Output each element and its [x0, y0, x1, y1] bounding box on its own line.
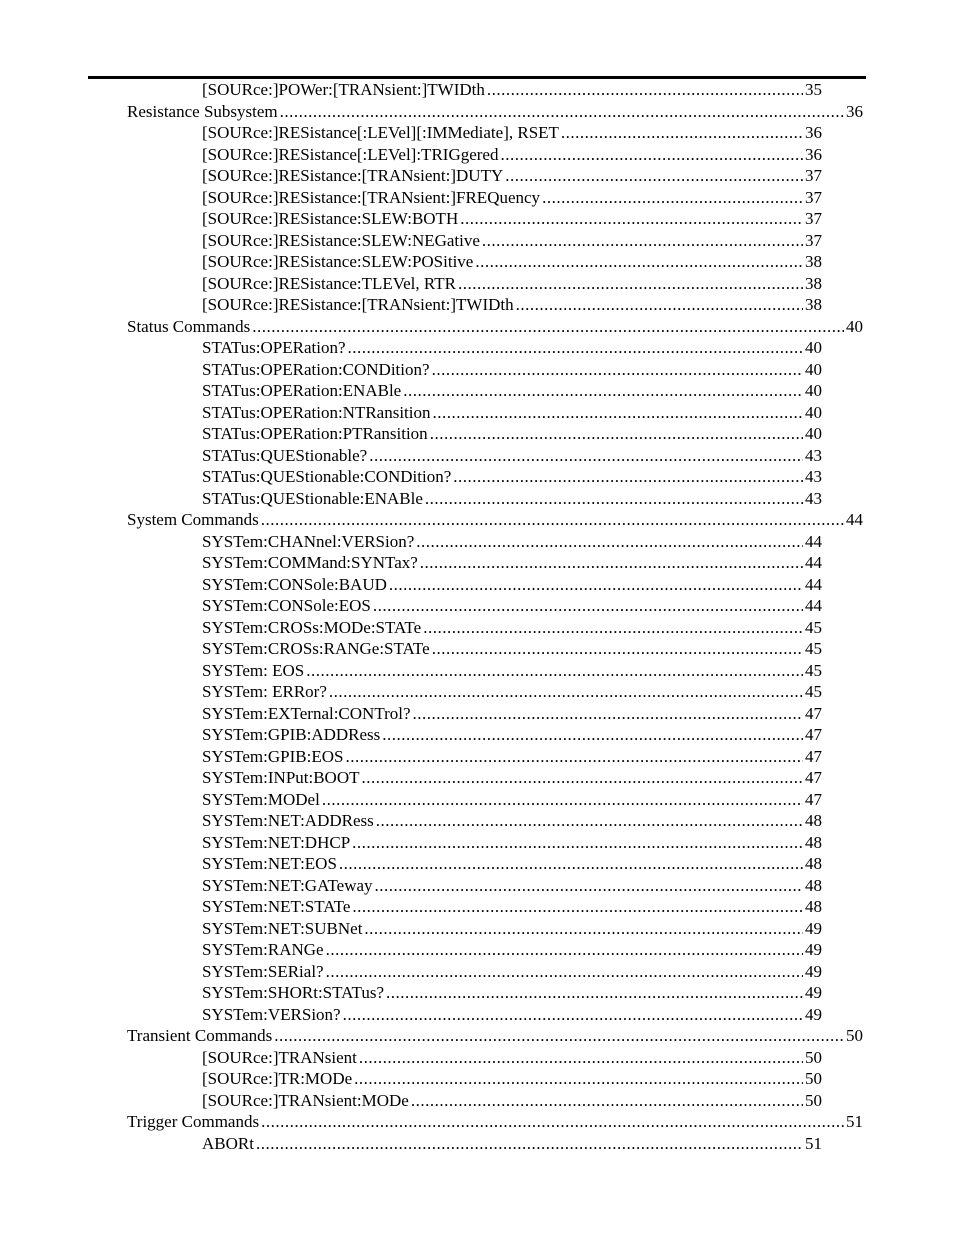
toc-subsection-entry[interactable] — [0, 982, 822, 1004]
toc-dot-leader — [345, 746, 803, 768]
toc-dot-leader — [505, 165, 803, 187]
toc-page-number: 37 — [805, 230, 822, 250]
toc-dot-leader — [475, 251, 803, 273]
toc-entry-title: [SOURce:]RESistance:TLEVel, RTR — [202, 273, 456, 293]
toc-subsection-entry[interactable] — [0, 423, 822, 445]
toc-page-number: 36 — [805, 144, 822, 164]
toc-dot-leader — [306, 660, 803, 682]
toc-page-number: 45 — [805, 617, 822, 637]
toc-entry-title: [SOURce:]RESistance[:LEVel][:IMMediate], RSET — [202, 123, 559, 142]
toc-page-number: 40 — [805, 359, 822, 379]
toc-subsection-entry[interactable] — [0, 961, 822, 983]
toc-dot-leader — [403, 380, 803, 402]
toc-dot-leader — [386, 982, 803, 1004]
toc-subsection-entry[interactable] — [0, 1004, 822, 1026]
toc-dot-leader — [352, 832, 803, 854]
toc-entry-title: [SOURce:]TRANsient — [202, 1047, 357, 1067]
toc-entry-title: SYSTem:CROSs:RANGe:STATe — [202, 639, 430, 658]
toc-page-number: 45 — [805, 682, 822, 701]
toc-entry-title: SYSTem:RANGe — [202, 940, 324, 959]
toc-entry-title: STATus:OPERation:NTRansition — [202, 402, 431, 422]
toc-entry-title: System Commands — [127, 510, 259, 529]
toc-dot-leader — [354, 1068, 803, 1090]
toc-entry-title: SYSTem:NET:SUBNet — [202, 918, 363, 938]
toc-entry-title: [SOURce:]RESistance:SLEW:POSitive — [202, 252, 474, 271]
toc-dot-leader — [252, 316, 844, 338]
toc-page-number: 44 — [805, 553, 822, 572]
toc-dot-leader — [420, 552, 803, 574]
toc-entry-title: [SOURce:]TRANsient:MODe — [202, 1090, 409, 1110]
toc-page-number: 37 — [805, 209, 822, 228]
toc-subsection-entry[interactable] — [0, 595, 822, 617]
toc-entry-title: [SOURce:]RESistance:SLEW:NEGative — [202, 230, 480, 250]
toc-dot-leader — [430, 423, 803, 445]
toc-page-number: 51 — [846, 1112, 863, 1131]
toc-dot-leader — [516, 294, 803, 316]
toc-subsection-entry[interactable] — [0, 918, 822, 940]
toc-subsection-entry[interactable] — [0, 122, 822, 144]
toc-dot-leader — [329, 681, 803, 703]
toc-subsection-entry[interactable] — [0, 531, 822, 553]
toc-section-entry[interactable] — [0, 316, 863, 338]
toc-subsection-entry[interactable] — [0, 703, 822, 725]
toc-page-number: 40 — [846, 316, 863, 336]
toc-page-number: 38 — [805, 252, 822, 271]
toc-entry-title: SYSTem:SERial? — [202, 961, 324, 981]
toc-entry-title: SYSTem:NET:GATeway — [202, 875, 373, 895]
toc-entry-title: [SOURce:]RESistance:[TRANsient:]FREQuency — [202, 187, 541, 207]
toc-subsection-entry[interactable] — [0, 638, 822, 660]
toc-dot-leader — [432, 359, 803, 381]
toc-dot-leader — [364, 918, 803, 940]
toc-dot-leader — [432, 638, 803, 660]
toc-dot-leader — [359, 1047, 803, 1069]
toc-entry-title: SYSTem:INPut:BOOT — [202, 768, 360, 787]
toc-page-number: 37 — [805, 187, 822, 207]
toc-page-number: 51 — [805, 1133, 822, 1153]
toc-page-number: 44 — [805, 596, 822, 615]
toc-page-number: 50 — [846, 1026, 863, 1045]
toc-page-number: 50 — [805, 1090, 822, 1110]
toc-dot-leader — [375, 875, 803, 897]
toc-page-number: 48 — [805, 832, 822, 852]
toc-subsection-entry[interactable] — [0, 789, 822, 811]
toc-subsection-entry[interactable] — [0, 574, 822, 596]
toc-entry-title: STATus:OPERation:ENABle — [202, 381, 402, 400]
toc-subsection-entry[interactable] — [0, 445, 822, 467]
toc-entry-title: [SOURce:]RESistance:[TRANsient:]TWIDth — [202, 295, 514, 314]
toc-entry-title: [SOURce:]RESistance:SLEW:BOTH — [202, 209, 459, 228]
toc-dot-leader — [326, 939, 803, 961]
toc-entry-title: SYSTem:MODel — [202, 789, 320, 809]
toc-dot-leader — [425, 488, 803, 510]
toc-entry-title: SYSTem:NET:EOS — [202, 854, 337, 873]
toc-dot-leader — [500, 144, 803, 166]
toc-dot-leader — [382, 724, 803, 746]
toc-section-entry[interactable] — [0, 1025, 863, 1047]
toc-entry-title: STATus:OPERation? — [202, 338, 346, 357]
toc-subsection-entry[interactable] — [0, 1068, 822, 1090]
toc-page-number: 45 — [805, 660, 822, 680]
toc-subsection-entry[interactable] — [0, 746, 822, 768]
toc-dot-leader — [376, 810, 803, 832]
toc-page-number: 47 — [805, 789, 822, 809]
toc-section-entry[interactable] — [0, 509, 863, 531]
toc-entry-title: SYSTem:CHANnel:VERSion? — [202, 531, 415, 551]
toc-page-number: 47 — [805, 768, 822, 787]
toc-entry-title: SYSTem: EOS — [202, 660, 305, 680]
toc-dot-leader — [542, 187, 803, 209]
toc-page-number: 43 — [805, 488, 822, 508]
toc-page-number: 43 — [805, 467, 822, 486]
toc-subsection-entry[interactable] — [0, 832, 822, 854]
toc-subsection-entry[interactable] — [0, 466, 822, 488]
toc-dot-leader — [433, 402, 804, 424]
toc-page-number: 49 — [805, 961, 822, 981]
toc-subsection-entry[interactable] — [0, 617, 822, 639]
toc-dot-leader — [453, 466, 803, 488]
toc-page-number: 49 — [805, 940, 822, 959]
toc-entry-title: SYSTem:GPIB:ADDRess — [202, 725, 381, 744]
toc-page-number: 50 — [805, 1069, 822, 1088]
toc-subsection-entry[interactable] — [0, 144, 822, 166]
toc-subsection-entry[interactable] — [0, 875, 822, 897]
toc-entry-title: SYSTem:EXTernal:CONTrol? — [202, 703, 411, 723]
toc-entry-title: STATus:QUEStionable:CONDition? — [202, 467, 452, 486]
toc-page-number: 48 — [805, 875, 822, 895]
toc-entry-title: STATus:QUEStionable:ENABle — [202, 488, 423, 508]
toc-subsection-entry[interactable] — [0, 337, 822, 359]
toc-page-number: 40 — [805, 402, 822, 422]
toc-dot-leader — [416, 531, 803, 553]
toc-subsection-entry[interactable] — [0, 767, 822, 789]
toc-page-number: 38 — [805, 295, 822, 314]
toc-entry-title: SYSTem:NET:ADDRess — [202, 811, 374, 830]
toc-entry-title: Resistance Subsystem — [127, 101, 278, 121]
toc-dot-leader — [322, 789, 803, 811]
toc-page-number: 40 — [805, 381, 822, 400]
toc-subsection-entry[interactable] — [0, 810, 822, 832]
toc-dot-leader — [389, 574, 803, 596]
toc-page-number: 49 — [805, 918, 822, 938]
toc-entry-title: Status Commands — [127, 316, 251, 336]
toc-dot-leader — [373, 595, 803, 617]
toc-entry-title: SYSTem: ERRor? — [202, 682, 327, 701]
toc-subsection-entry[interactable] — [0, 853, 822, 875]
toc-subsection-entry[interactable] — [0, 359, 822, 381]
toc-subsection-entry[interactable] — [0, 294, 822, 316]
toc-entry-title: SYSTem:CONSole:EOS — [202, 596, 371, 615]
toc-dot-leader — [348, 337, 804, 359]
toc-dot-leader — [413, 703, 803, 725]
toc-subsection-entry[interactable] — [0, 208, 822, 230]
toc-subsection-entry[interactable] — [0, 402, 822, 424]
toc-entry-title: Transient Commands — [127, 1026, 273, 1045]
toc-subsection-entry[interactable] — [0, 552, 822, 574]
toc-subsection-entry[interactable] — [0, 165, 822, 187]
toc-dot-leader — [369, 445, 803, 467]
toc-page-number: 50 — [805, 1047, 822, 1067]
toc-entry-title: SYSTem:GPIB:EOS — [202, 746, 344, 766]
toc-page-number: 37 — [805, 166, 822, 185]
toc-page-number: 44 — [805, 531, 822, 551]
toc-subsection-entry[interactable] — [0, 896, 822, 918]
toc-dot-leader — [487, 79, 803, 101]
toc-dot-leader — [326, 961, 803, 983]
toc-dot-leader — [460, 208, 803, 230]
toc-page-number: 35 — [805, 80, 822, 99]
toc-section-entry[interactable] — [0, 101, 863, 123]
toc-dot-leader — [362, 767, 804, 789]
toc-dot-leader — [458, 273, 803, 295]
toc-page-number: 44 — [805, 574, 822, 594]
toc-dot-leader — [482, 230, 803, 252]
toc-dot-leader — [343, 1004, 803, 1026]
toc-dot-leader — [256, 1133, 803, 1155]
toc-page-number: 48 — [805, 811, 822, 830]
toc-dot-leader — [280, 101, 844, 123]
toc-subsection-entry[interactable] — [0, 273, 822, 295]
toc-page-number: 48 — [805, 854, 822, 873]
toc-subsection-entry[interactable] — [0, 939, 822, 961]
toc-entry-title: SYSTem:SHORt:STATus? — [202, 983, 384, 1002]
toc-page-number: 44 — [846, 510, 863, 529]
toc-entry-title: SYSTem:VERSion? — [202, 1004, 341, 1024]
toc-subsection-entry[interactable] — [0, 187, 822, 209]
toc-entry-title: [SOURce:]RESistance[:LEVel]:TRIGgered — [202, 144, 499, 164]
toc-page-number: 36 — [846, 101, 863, 121]
toc-page-number: 48 — [805, 897, 822, 916]
toc-subsection-entry[interactable] — [0, 230, 822, 252]
toc-subsection-entry[interactable] — [0, 1133, 822, 1155]
toc-page-number: 40 — [805, 338, 822, 357]
toc-entry-title: SYSTem:CROSs:MODe:STATe — [202, 617, 422, 637]
toc-entry-title: [SOURce:]POWer:[TRANsient:]TWIDth — [202, 80, 485, 99]
toc-subsection-entry[interactable] — [0, 488, 822, 510]
toc-dot-leader — [423, 617, 803, 639]
toc-subsection-entry[interactable] — [0, 681, 822, 703]
toc-subsection-entry[interactable] — [0, 1047, 822, 1069]
toc-entry-title: STATus:OPERation:CONDition? — [202, 359, 430, 379]
toc-page-number: 47 — [805, 725, 822, 744]
toc-page-number: 45 — [805, 639, 822, 658]
toc-dot-leader — [411, 1090, 803, 1112]
toc-subsection-entry[interactable] — [0, 1090, 822, 1112]
toc-page-number: 36 — [805, 123, 822, 142]
toc-entry-title: SYSTem:CONSole:BAUD — [202, 574, 387, 594]
toc-dot-leader — [261, 509, 844, 531]
toc-page-number: 43 — [805, 445, 822, 465]
toc-dot-leader — [261, 1111, 844, 1133]
toc-subsection-entry[interactable] — [0, 724, 822, 746]
toc-dot-leader — [339, 853, 803, 875]
toc-entry-title: Trigger Commands — [127, 1112, 260, 1131]
toc-entry-title: STATus:QUEStionable? — [202, 445, 368, 465]
toc-subsection-entry[interactable] — [0, 660, 822, 682]
toc-page-number: 38 — [805, 273, 822, 293]
toc-entry-title: [SOURce:]RESistance:[TRANsient:]DUTY — [202, 166, 504, 185]
toc-entry-title: [SOURce:]TR:MODe — [202, 1069, 353, 1088]
toc-subsection-entry[interactable] — [0, 251, 822, 273]
toc-page-number: 47 — [805, 746, 822, 766]
toc-entry-title: ABORt — [202, 1133, 254, 1153]
toc-dot-leader — [274, 1025, 844, 1047]
toc-page-number: 47 — [805, 703, 822, 723]
table-of-contents — [0, 79, 954, 1154]
toc-entry-title: STATus:OPERation:PTRansition — [202, 424, 428, 443]
toc-section-entry[interactable] — [0, 1111, 863, 1133]
toc-page-number: 49 — [805, 1004, 822, 1024]
toc-dot-leader — [561, 122, 803, 144]
toc-page-number: 40 — [805, 424, 822, 443]
toc-subsection-entry[interactable] — [0, 79, 822, 101]
toc-page-number: 49 — [805, 983, 822, 1002]
toc-entry-title: SYSTem:COMMand:SYNTax? — [202, 553, 418, 572]
toc-entry-title: SYSTem:NET:STATe — [202, 897, 351, 916]
toc-dot-leader — [352, 896, 803, 918]
toc-subsection-entry[interactable] — [0, 380, 822, 402]
toc-entry-title: SYSTem:NET:DHCP — [202, 832, 351, 852]
